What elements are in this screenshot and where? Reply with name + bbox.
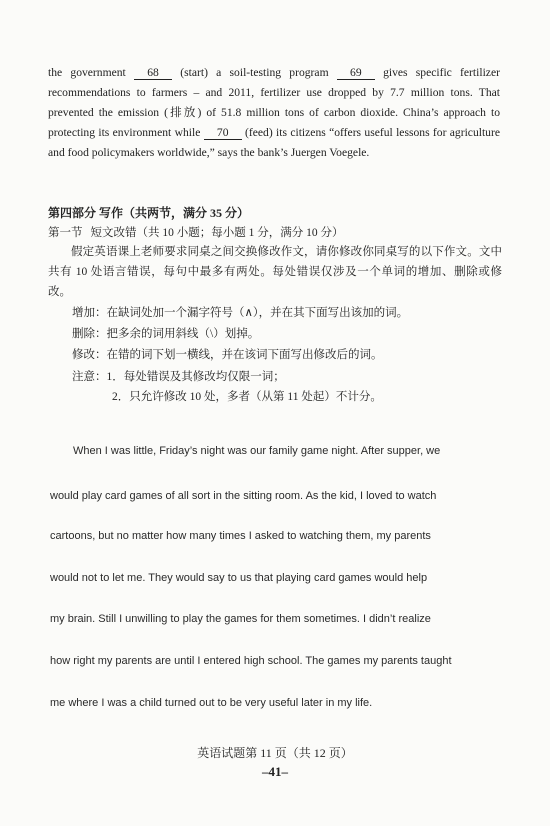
rule-delete: 删除：把多余的词用斜线（\）划掉。 — [72, 328, 260, 340]
rule-add: 增加：在缺词处加一个漏字符号（∧），并在其下面写出该加的词。 — [72, 307, 409, 319]
page-label: 英语试题第 11 页（共 12 页） — [197, 746, 353, 760]
reading-passage — [48, 63, 500, 163]
essay-line: how right my parents are until I entered high school. The games my parents taught — [50, 655, 452, 667]
rule-modify: 修改：在错的词下划一横线，并在该词下面写出修改后的词。 — [72, 349, 383, 361]
subsection-text: 短文改错（共 10 小题；每小题 1 分，满分 10 分） — [90, 227, 344, 239]
essay-line: would play card games of all sort in the sitting room. As the kid, I loved to watch — [50, 490, 437, 502]
passage-text: the government — [48, 66, 126, 79]
passage-text: gives specific fertilizer recommendations to farmers – and 2011, fertilizer use dropped by 7.7 million tons. That prevented the emission (排放) of 51.8 million tons of carbon dioxide. China’s approach to protecting its environment while — [48, 66, 500, 139]
essay-line: would not to let me. They would say to us that playing card games would help — [50, 572, 428, 584]
blank-69: 69 — [337, 66, 375, 80]
blank-70: 70 — [204, 126, 242, 140]
essay-line: When I was little, Friday’s night was our family game night. After supper, we — [73, 445, 441, 457]
passage-text: (start) a soil-testing program — [180, 66, 329, 79]
passage-text: (feed) its citizens “offers useful lessons for agriculture and food policymakers worldwide,” says the bank’s Juergen Voegele. — [48, 126, 500, 159]
note-1: 注意：1．每处错误及其修改均仅限一词； — [72, 371, 285, 383]
blank-68: 68 — [134, 66, 172, 80]
essay-line: my brain. Still I unwilling to play the games for them sometimes. I didn’t realize — [50, 613, 431, 625]
subsection-title — [48, 224, 344, 240]
essay-line: me where I was a child turned out to be very useful later in my life. — [50, 697, 373, 709]
instructions: 假定英语课上老师要求同桌之间交换修改作文，请你修改你同桌写的以下作文。文中共有 10 处语言错误，每句中最多有两处。每处错误仅涉及一个单词的增加、删除或修改。 — [48, 246, 502, 298]
essay-line: cartoons, but no matter how many times I asked to watching them, my parents — [50, 530, 431, 542]
note-2: 2．只允许修改 10 处，多者（从第 11 处起）不计分。 — [112, 391, 382, 403]
section-title: 第四部分 写作（共两节，满分 35 分） — [48, 206, 250, 220]
subsection-label: 第一节 — [48, 227, 83, 239]
page-number: –41– — [262, 764, 288, 779]
